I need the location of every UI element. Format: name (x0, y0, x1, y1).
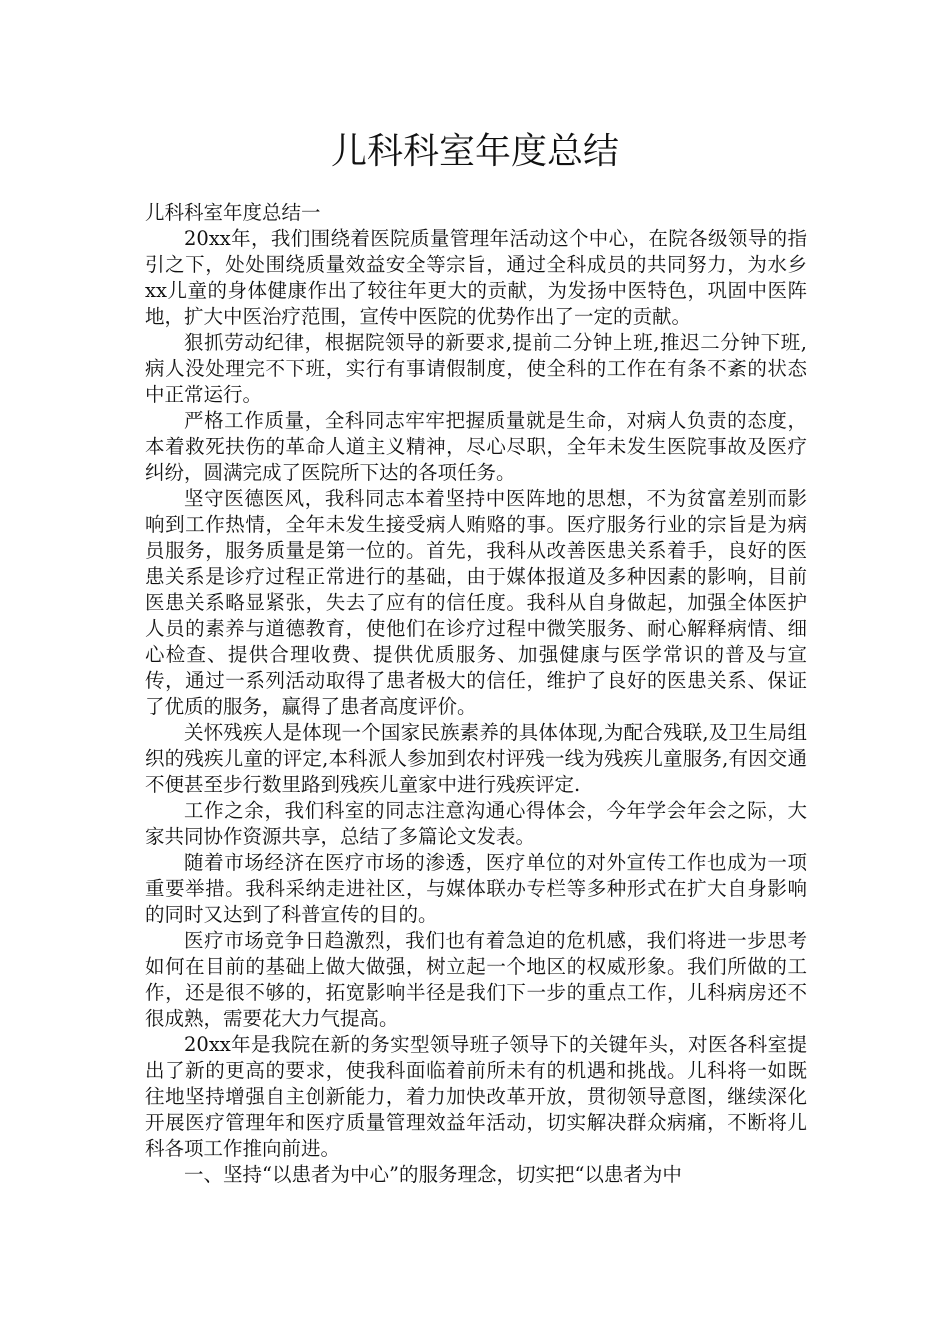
document-title: 儿科科室年度总结 (330, 131, 619, 172)
body-paragraph: 医疗市场竞争日趋激烈，我们也有着急迫的危机感，我们将进一步思考如何在目前的基础上做大做强，树立起一个地区的权威形象。我们所做的工作，还是很不够的，拓宽影响半径是我们下一步的重点工作，儿科病房还不很成熟，需要花大力气提高。 (145, 929, 807, 1030)
body-paragraph: 随着市场经济在医疗市场的渗透，医疗单位的对外宣传工作也成为一项重要举措。我科采纳走进社区，与媒体联办专栏等多种形式在扩大自身影响的同时又达到了科普宣传的目的。 (145, 851, 807, 926)
document-subtitle: 儿科科室年度总结一 (145, 201, 321, 224)
body-paragraph: 关怀残疾人是体现一个国家民族素养的具体体现,为配合残联,及卫生局组织的残疾儿童的评定,本科派人参加到农村评残一线为残疾儿童服务,有因交通不便甚至步行数里路到残疾儿童家中进行残疾评定. (145, 721, 807, 796)
body-paragraph: 严格工作质量，全科同志牢牢把握质量就是生命，对病人负责的态度，本着救死扶伤的革命人道主义精神，尽心尽职，全年未发生医院事故及医疗纠纷，圆满完成了医院所下达的各项任务。 (145, 409, 807, 484)
body-paragraph: 20xx年，我们围绕着医院质量管理年活动这个中心，在院各级领导的指引之下，处处围绕质量效益安全等宗旨，通过全科成员的共同努力，为水乡xx儿童的身体健康作出了较往年更大的贡献，为发扬中医特色，巩固中医阵地，扩大中医治疗范围，宣传中医院的优势作出了一定的贡献。 (145, 227, 807, 328)
body-paragraph: 工作之余，我们科室的同志注意沟通心得体会，今年学会年会之际，大家共同协作资源共享，总结了多篇论文发表。 (145, 799, 807, 848)
body-paragraph: 20xx年是我院在新的务实型领导班子领导下的关键年头，对医各科室提出了新的更高的要求，使我科面临着前所未有的机遇和挑战。儿科将一如既往地坚持增强自主创新能力，着力加快改革开放，贯彻领导意图，继续深化开展医疗管理年和医疗质量管理效益年活动，切实解决群众病痛，不断将儿科各项工作推向前进。 (145, 1033, 807, 1160)
body-paragraph: 坚守医德医风，我科同志本着坚持中医阵地的思想，不为贫富差别而影响到工作热情，全年未发生接受病人贿赂的事。医疗服务行业的宗旨是为病员服务，服务质量是第一位的。首先，我科从改善医患关系着手，良好的医患关系是诊疗过程正常进行的基础，由于媒体报道及多种因素的影响，目前医患关系略显紧张，失去了应有的信任度。我科从自身做起，加强全体医护人员的素养与道德教育，使他们在诊疗过程中微笑服务、耐心解释病情、细心检查、提供合理收费、提供优质服务、加强健康与医学常识的普及与宣传，通过一系列活动取得了患者极大的信任，维护了良好的医患关系、保证了优质的服务，赢得了患者高度评价。 (145, 487, 807, 718)
document-body (145, 200, 807, 1188)
body-paragraph: 一、坚持“以患者为中心”的服务理念，切实把“以患者为中 (184, 1163, 682, 1186)
body-paragraph: 狠抓劳动纪律，根据院领导的新要求,提前二分钟上班,推迟二分钟下班,病人没处理完不下班，实行有事请假制度，使全科的工作在有条不紊的状态中正常运行。 (145, 331, 807, 406)
